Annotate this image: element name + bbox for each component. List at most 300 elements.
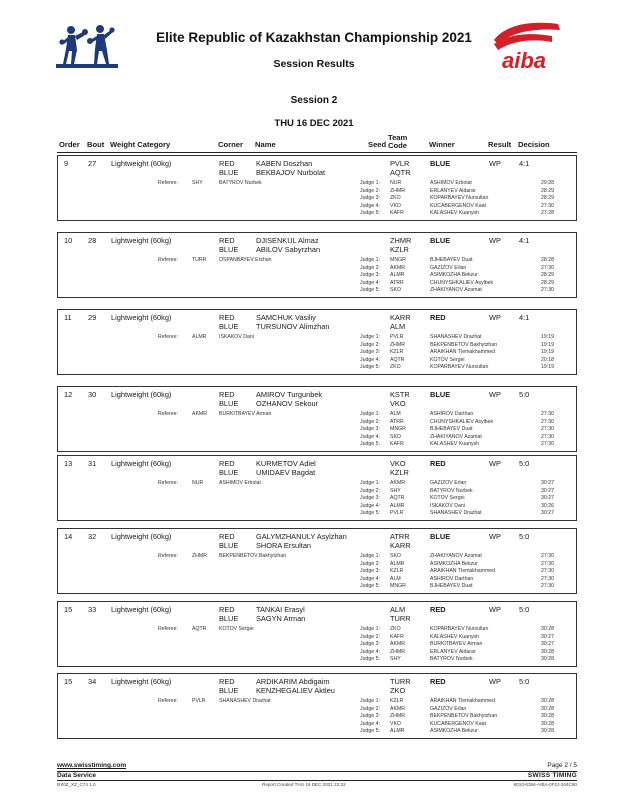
winner-corner: BLUE (430, 159, 451, 168)
referee-code: TURR (192, 257, 207, 263)
referee-label: Referee: (158, 626, 178, 632)
judge-score: 19:19 (541, 364, 554, 370)
judge-name: KUCABERGENOV Kaat (430, 720, 486, 727)
decision-score: 4:1 (519, 159, 530, 168)
referee-code: PVLR (192, 698, 206, 704)
judge-code: ALMR (390, 728, 405, 734)
judge-code: MNGR (390, 426, 406, 432)
result-type: WP (489, 532, 501, 541)
judge-code: AKMR (390, 705, 405, 712)
judge-code: KAFR (390, 210, 404, 216)
referee-label: Referee: (158, 334, 178, 340)
judge-label: Judge 4: (360, 502, 380, 509)
judge-name: KALASHEV Kuanysh (430, 210, 480, 216)
blue-corner-label: BLUE (219, 168, 239, 177)
red-corner-label: RED (219, 532, 235, 541)
footer-page-number: Page 2 / 5 (547, 762, 577, 769)
judge-score: 30:28 (541, 656, 554, 662)
judge-name: KALASHEV Kuanysh (430, 633, 480, 640)
judge-code: KAFR (390, 441, 404, 447)
result-type: WP (489, 459, 501, 468)
col-team-code: Team Code (388, 133, 408, 150)
judge-label: Judge 2: (360, 487, 380, 494)
judge-code: VKO (390, 202, 401, 209)
judge-score: 27:30 (541, 202, 554, 209)
col-seed: Seed (368, 140, 387, 149)
judge-score: 28:29 (541, 279, 554, 286)
referee-label: Referee: (158, 411, 178, 417)
red-corner-label: RED (219, 159, 235, 168)
judge-name: ZHAKIYANOV Azamat (430, 287, 482, 293)
bout-block (57, 309, 577, 375)
footer-report-created: Report Created THU 16 DEC 2021 22:32 (262, 782, 346, 787)
judge-code: ALMR (390, 272, 405, 278)
judge-label: Judge 1: (360, 334, 380, 340)
bout-number: 30 (88, 390, 97, 399)
red-team-code: ALM (390, 605, 406, 614)
aiba-logo-text: aiba (502, 48, 547, 72)
referee-label: Referee: (158, 180, 178, 186)
blue-team-code: ZKO (390, 686, 406, 695)
judge-name: BJHEBAYEV Duat (430, 426, 473, 432)
red-boxer-name: KURMETOV Adiel (256, 459, 316, 468)
judge-score: 27:30 (541, 575, 554, 582)
judge-score: 27:30 (541, 560, 554, 567)
judge-label: Judge 3: (360, 641, 380, 647)
judge-name: BATYROV Nurbek (430, 656, 473, 662)
judge-score: 30:27 (541, 510, 554, 516)
judge-code: ATRR (390, 418, 404, 425)
winner-corner: BLUE (430, 390, 451, 399)
bout-order: 15 (64, 605, 73, 614)
judge-label: Judge 2: (360, 341, 380, 348)
blue-corner-label: BLUE (219, 614, 239, 623)
winner-corner: RED (430, 459, 446, 468)
red-team-code: ATRR (390, 532, 410, 541)
judge-label: Judge 1: (360, 626, 380, 632)
judge-code: ATRR (390, 279, 404, 286)
judge-code: AKMR (390, 264, 405, 271)
referee-label: Referee: (158, 480, 178, 486)
judge-score: 30:27 (541, 495, 554, 501)
judge-score: 28:29 (541, 187, 554, 194)
judge-label: Judge 1: (360, 411, 380, 417)
bout-order: 11 (64, 313, 72, 322)
red-team-code: KSTR (390, 390, 410, 399)
winner-corner: RED (430, 313, 446, 322)
referee-name: BEKPENBETOV Bakhytzhan (219, 553, 287, 559)
bout-order: 9 (64, 159, 69, 168)
judge-name: KOTOV Sergei (430, 495, 465, 501)
judge-name: BATYROV Nurbek (430, 487, 473, 494)
judge-name: KOPARBAYEV Nursultan (430, 364, 489, 370)
blue-corner-label: BLUE (219, 322, 239, 331)
judge-name: BURKITBAYEV Arman (430, 641, 483, 647)
judge-score: 30:28 (541, 705, 554, 712)
blue-corner-label: BLUE (219, 399, 239, 408)
red-corner-label: RED (219, 236, 235, 245)
weight-category: Lightweight (60kg) (111, 532, 172, 541)
judge-code: ZHMR (390, 648, 405, 655)
judge-score: 28:28 (541, 257, 554, 263)
judge-code: ALMR (390, 560, 405, 567)
judge-code: SKO (390, 287, 401, 293)
judge-name: BJHEBAYEV Duat (430, 257, 473, 263)
judge-score: 30:28 (541, 648, 554, 655)
judge-name: ISKAKOV Dani (430, 502, 465, 509)
red-corner-label: RED (219, 390, 235, 399)
judge-name: ASIMKOZHA Bekzur (430, 272, 478, 278)
footer-doc-code: BX0Z_XZ_C74 1.0 (57, 782, 96, 787)
judge-label: Judge 2: (360, 187, 380, 194)
championship-title: Elite Republic of Kazakhstan Championship 2021 (156, 30, 472, 45)
judge-code: PVLR (390, 510, 404, 516)
col-decision: Decision (518, 140, 550, 149)
red-boxer-name: AMIROV Turgunbek (256, 390, 323, 399)
judge-name: ASHIROV Darthan (430, 411, 474, 417)
weight-category: Lightweight (60kg) (111, 236, 172, 245)
judge-label: Judge 4: (360, 575, 380, 582)
judge-code: ZKO (390, 626, 401, 632)
referee-code: SHY (192, 180, 203, 186)
judge-label: Judge 3: (360, 495, 380, 501)
judge-score: 27:30 (541, 441, 554, 447)
judge-score: 30:28 (541, 713, 554, 719)
judge-label: Judge 4: (360, 433, 380, 440)
column-header-row (57, 133, 577, 153)
bout-number: 27 (88, 159, 97, 168)
col-name: Name (255, 140, 276, 149)
judge-code: ZHMR (390, 187, 405, 194)
red-team-code: PVLR (390, 159, 410, 168)
judge-code: PVLR (390, 334, 404, 340)
red-boxer-name: KABEN Doszhan (256, 159, 313, 168)
result-type: WP (489, 313, 501, 322)
bout-block (57, 673, 577, 739)
judge-code: AQTR (390, 356, 405, 363)
judge-code: ZHMR (390, 341, 405, 348)
judge-name: SHANASHEV Drazhat (430, 510, 482, 516)
footer-meta-row (57, 780, 577, 788)
judge-label: Judge 1: (360, 480, 380, 486)
referee-name: SHANASHEV Drazhat (219, 698, 271, 704)
col-winner: Winner (429, 140, 455, 149)
judge-name: ARAIKHAN Tlemakhammed (430, 349, 496, 355)
judge-score: 27:30 (541, 553, 554, 559)
col-bout: Bout (87, 140, 105, 149)
col-corner: Corner (218, 140, 243, 149)
footer-reference-code: 6010-6356-AIBA-0F2J-304C90 (513, 782, 577, 787)
blue-team-code: AQTR (390, 168, 411, 177)
judge-score: 19:19 (541, 341, 554, 348)
judge-name: KOPARBAYEV Nursultan (430, 195, 489, 201)
judge-code: MNGR (390, 583, 406, 589)
referee-label: Referee: (158, 698, 178, 704)
footer-data-service: Data Service (57, 772, 97, 779)
report-subtitle: Session Results (273, 58, 355, 70)
judge-label: Judge 4: (360, 202, 380, 209)
decision-score: 5:0 (519, 605, 530, 614)
winner-corner: BLUE (430, 236, 451, 245)
bout-number: 28 (88, 236, 97, 245)
blue-boxer-name: ABILOV Sabyrzhan (256, 245, 321, 254)
judge-code: ZKO (390, 364, 401, 370)
judge-label: Judge 3: (360, 713, 380, 719)
judge-name: KOTOV Sergei (430, 356, 465, 363)
referee-name: BURKITBAYEV Arman (219, 411, 272, 417)
red-boxer-name: TANKAI Erasyl (256, 605, 305, 614)
judge-code: AQTR (390, 495, 405, 501)
footer-top-row (57, 762, 577, 772)
judge-name: ZHAKIYANOV Azamat (430, 553, 482, 559)
blue-team-code: KARR (390, 541, 411, 550)
judge-code: SKO (390, 433, 401, 440)
bout-block (57, 232, 577, 298)
judge-label: Judge 5: (360, 656, 380, 662)
referee-code: AKMR (192, 411, 207, 417)
blue-team-code: ALM (390, 322, 406, 331)
red-boxer-name: SAMCHUK Vasiliy (256, 313, 316, 322)
referee-code: ZHMR (192, 553, 207, 559)
judge-name: ARAIKHAN Tlemakhammed (430, 698, 496, 704)
decision-score: 5:0 (519, 532, 530, 541)
judge-name: ERLANYEV Aidarar (430, 187, 476, 194)
result-type: WP (489, 605, 501, 614)
judge-name: CHUNYSHKALIEV Asylbek (430, 418, 494, 425)
judge-label: Judge 1: (360, 553, 380, 559)
footer-website: www.swisstiming.com (57, 762, 127, 769)
judge-code: KZLR (390, 568, 404, 574)
judge-name: ARAIKHAN Tlemakhammed (430, 568, 496, 574)
judge-label: Judge 5: (360, 210, 380, 216)
judge-name: KUCABERGENOV Kaat (430, 202, 486, 209)
judge-label: Judge 1: (360, 180, 380, 186)
judge-name: ASHIMOV Erbolat (430, 180, 472, 186)
judge-label: Judge 3: (360, 195, 380, 201)
bout-number: 32 (88, 532, 97, 541)
judge-score: 20:18 (541, 356, 554, 363)
referee-code: AQTR (192, 626, 207, 632)
referee-label: Referee: (158, 257, 178, 263)
blue-corner-label: BLUE (219, 541, 239, 550)
judge-score: 27:30 (541, 411, 554, 417)
blue-boxer-name: SHORA Ersultan (256, 541, 312, 550)
referee-name: BATYROV Nurbek (219, 180, 262, 186)
blue-team-code: KZLR (390, 245, 409, 254)
red-corner-label: RED (219, 313, 235, 322)
judge-score: 27:30 (541, 568, 554, 574)
referee-code: NUR (192, 480, 204, 486)
red-boxer-name: ARDIKARIM Abdigaim (256, 677, 330, 686)
judge-label: Judge 4: (360, 356, 380, 363)
judge-name: KOPARBAYEV Nursultan (430, 626, 489, 632)
result-type: WP (489, 159, 501, 168)
judge-label: Judge 2: (360, 264, 380, 271)
bout-number: 31 (88, 459, 97, 468)
judge-score: 19:19 (541, 349, 554, 355)
judge-score: 27:30 (541, 583, 554, 589)
red-boxer-name: GALYMZHANULY Asylzhan (256, 532, 347, 541)
weight-category: Lightweight (60kg) (111, 677, 172, 686)
decision-score: 5:0 (519, 390, 530, 399)
judge-label: Judge 5: (360, 583, 380, 589)
bout-block (57, 601, 577, 667)
bout-order: 10 (64, 236, 73, 245)
judge-code: ZKO (390, 195, 401, 201)
judge-label: Judge 5: (360, 728, 380, 734)
judge-code: VKO (390, 720, 401, 727)
judge-score: 27:28 (541, 210, 554, 216)
judge-name: ERLANYEV Aidarar (430, 648, 476, 655)
result-type: WP (489, 390, 501, 399)
judge-name: KALASHEV Kuanysh (430, 441, 480, 447)
bout-order: 12 (64, 390, 73, 399)
referee-label: Referee: (158, 553, 178, 559)
judge-score: 30:27 (541, 641, 554, 647)
judge-label: Judge 3: (360, 272, 380, 278)
judge-code: NUR (390, 180, 402, 186)
bout-block (57, 455, 577, 521)
judge-code: KZLR (390, 698, 404, 704)
referee-name: KOTOV Sergei (219, 626, 254, 632)
bout-number: 29 (88, 313, 97, 322)
blue-corner-label: BLUE (219, 245, 239, 254)
blue-team-code: VKO (390, 399, 406, 408)
judge-name: BEKPENBETOV Bakhytzhan (430, 713, 498, 719)
judge-label: Judge 1: (360, 698, 380, 704)
judge-name: ASIMKOZHA Bekzur (430, 728, 478, 734)
judge-name: GAZIZOV Erlan (430, 480, 467, 486)
red-team-code: KARR (390, 313, 411, 322)
judge-score: 30:28 (541, 728, 554, 734)
judge-code: KAFR (390, 633, 404, 640)
blue-corner-label: BLUE (219, 686, 239, 695)
judge-code: ALM (390, 411, 401, 417)
col-order: Order (59, 140, 80, 149)
red-corner-label: RED (219, 459, 235, 468)
judge-label: Judge 2: (360, 418, 380, 425)
judge-score: 29:28 (541, 180, 554, 186)
blue-boxer-name: OZHANOV Sekour (256, 399, 319, 408)
judge-label: Judge 4: (360, 648, 380, 655)
bout-number: 34 (88, 677, 97, 686)
judge-code: MNGR (390, 257, 406, 263)
judge-score: 30:27 (541, 487, 554, 494)
judge-score: 30:28 (541, 698, 554, 704)
red-team-code: ZHMR (390, 236, 412, 245)
winner-corner: RED (430, 677, 446, 686)
red-corner-label: RED (219, 605, 235, 614)
judge-score: 30:28 (541, 626, 554, 632)
judge-score: 28:29 (541, 195, 554, 201)
judge-label: Judge 4: (360, 279, 380, 286)
judge-code: AKMR (390, 480, 405, 486)
referee-code: ALMR (192, 334, 207, 340)
result-type: WP (489, 236, 501, 245)
judge-code: AKMR (390, 641, 405, 647)
bout-block (57, 528, 577, 594)
session-label: Session 2 (290, 95, 338, 106)
blue-boxer-name: SAGYN Arman (256, 614, 306, 623)
judge-code: KZLR (390, 349, 404, 355)
judge-score: 28:29 (541, 272, 554, 278)
judge-label: Judge 3: (360, 426, 380, 432)
judge-code: SHY (390, 487, 401, 494)
weight-category: Lightweight (60kg) (111, 605, 172, 614)
winner-corner: BLUE (430, 532, 451, 541)
judge-name: ASHIROV Darthan (430, 575, 474, 582)
judge-code: SKO (390, 553, 401, 559)
judge-name: GAZIZOV Erlan (430, 264, 467, 271)
judge-name: SHANASHEV Drazhat (430, 334, 482, 340)
judge-label: Judge 5: (360, 441, 380, 447)
judge-name: ASIMKOZHA Bekzur (430, 560, 478, 567)
weight-category: Lightweight (60kg) (111, 159, 172, 168)
red-team-code: VKO (390, 459, 406, 468)
referee-name: ASHIMOV Erbolat (219, 480, 261, 486)
col-weight: Weight Category (110, 140, 171, 149)
judge-label: Judge 5: (360, 510, 380, 516)
judge-score: 27:30 (541, 433, 554, 440)
result-type: WP (489, 677, 501, 686)
blue-team-code: TURR (390, 614, 411, 623)
blue-boxer-name: UMIDAEV Bagdat (256, 468, 316, 477)
judge-label: Judge 3: (360, 349, 380, 355)
winner-corner: RED (430, 605, 446, 614)
judge-name: ZHAKIYANOV Azamat (430, 433, 482, 440)
judge-score: 27:30 (541, 418, 554, 425)
judge-label: Judge 5: (360, 287, 380, 293)
weight-category: Lightweight (60kg) (111, 459, 172, 468)
judge-code: ALM (390, 575, 401, 582)
judge-name: CHUNYSHKALIEV Asylbek (430, 279, 494, 286)
weight-category: Lightweight (60kg) (111, 313, 172, 322)
judge-name: BEKPENBETOV Bakhytzhan (430, 341, 498, 348)
referee-name: OSPANBAYEV Erzhan (219, 257, 272, 263)
judge-name: BJHEBAYEV Duat (430, 583, 473, 589)
referee-name: ISKAKOV Dani (219, 334, 254, 340)
judge-label: Judge 5: (360, 364, 380, 370)
red-corner-label: RED (219, 677, 235, 686)
bout-number: 33 (88, 605, 97, 614)
col-result: Result (488, 140, 512, 149)
decision-score: 4:1 (519, 236, 530, 245)
blue-corner-label: BLUE (219, 468, 239, 477)
judge-code: SHY (390, 656, 401, 662)
judge-score: 27:30 (541, 426, 554, 432)
judge-label: Judge 2: (360, 705, 380, 712)
blue-boxer-name: KENZHEGALIEV Aktleu (256, 686, 335, 695)
blue-boxer-name: BEKBAJOV Nurbolat (256, 168, 326, 177)
judge-score: 30:26 (541, 502, 554, 509)
judge-score: 27:30 (541, 264, 554, 271)
weight-category: Lightweight (60kg) (111, 390, 172, 399)
blue-team-code: KZLR (390, 468, 409, 477)
judge-label: Judge 2: (360, 560, 380, 567)
blue-boxer-name: TURSUNOV Alimzhan (256, 322, 330, 331)
decision-score: 5:0 (519, 459, 530, 468)
judge-label: Judge 4: (360, 720, 380, 727)
bout-order: 13 (64, 459, 73, 468)
judge-code: ALMR (390, 502, 405, 509)
red-team-code: TURR (390, 677, 411, 686)
footer-swiss-timing: SWISS TIMING (527, 772, 577, 779)
session-date: THU 16 DEC 2021 (274, 118, 354, 129)
bout-block (57, 155, 577, 221)
decision-score: 4:1 (519, 313, 530, 322)
judge-score: 19:19 (541, 334, 554, 340)
red-boxer-name: DJISENKUL Almaz (256, 236, 319, 245)
